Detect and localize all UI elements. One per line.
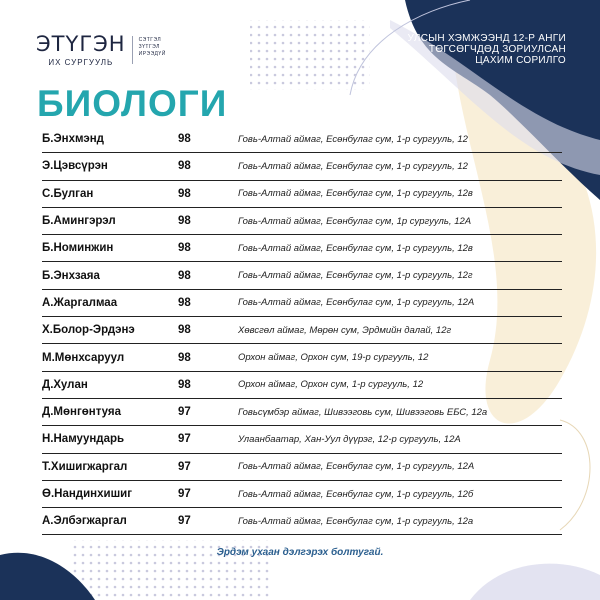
- student-score: 97: [178, 515, 191, 528]
- lavender-bottom-shape: [470, 564, 600, 600]
- logo: [36, 34, 166, 67]
- result-row: [42, 481, 562, 508]
- result-row: [42, 317, 562, 344]
- student-name: Н.Намуундарь: [42, 433, 125, 446]
- student-school: Говь-Алтай аймаг, Есөнбулаг сум, 1-р сургууль, 12б: [238, 488, 474, 500]
- page-title: БИОЛОГИ: [37, 83, 228, 124]
- student-school: Говь-Алтай аймаг, Есөнбулаг сум, 1-р сургууль, 12в: [238, 242, 473, 254]
- student-score: 97: [178, 433, 191, 446]
- result-row: [42, 426, 562, 453]
- student-name: Д.Мөнгөнтуяа: [42, 406, 121, 419]
- student-school: Улаанбаатар, Хан-Уул дүүрэг, 12-р сургууль, 12А: [238, 433, 461, 445]
- result-row: [42, 153, 562, 180]
- header-line: УЛСЫН ХЭМЖЭЭНД 12-Р АНГИ: [407, 33, 566, 44]
- student-name: Б.Номинжин: [42, 242, 114, 255]
- student-score: 98: [178, 296, 191, 309]
- logo-tagline: [139, 37, 166, 58]
- student-school: Говь-Алтай аймаг, Есөнбулаг сум, 1р сургууль, 12А: [238, 215, 472, 227]
- student-name: М.Мөнхсаруул: [42, 351, 125, 364]
- student-score: 98: [178, 160, 191, 173]
- header-caption: [366, 33, 566, 66]
- result-row: [42, 181, 562, 208]
- student-name: Э.Цэвсүрэн: [42, 160, 108, 173]
- student-name: А.Элбэгжаргал: [42, 515, 127, 528]
- student-name: Б.Амингэрэл: [42, 215, 116, 228]
- header-line: ТӨГСӨГЧДӨД ЗОРИУЛСАН: [428, 44, 566, 55]
- student-score: 97: [178, 488, 191, 500]
- student-score: 98: [178, 187, 191, 200]
- result-row: [42, 262, 562, 289]
- student-name: А.Жаргалмаа: [42, 296, 118, 309]
- student-score: 98: [178, 324, 191, 337]
- result-row: [42, 290, 562, 317]
- student-name: Б.Энхмэнд: [42, 133, 104, 146]
- logo-divider: [132, 36, 133, 64]
- student-school: Говь-Алтай аймаг, Есөнбулаг сум, 1-р сургууль, 12г: [238, 270, 473, 282]
- student-school: Орхон аймаг, Орхон сум, 1-р сургууль, 12: [238, 379, 424, 391]
- result-row: [42, 508, 562, 535]
- student-school: Хөвсгөл аймаг, Мөрөн сум, Эрдмийн далай, 12г: [238, 324, 452, 336]
- student-score: 97: [178, 406, 191, 419]
- student-school: Говь-Алтай аймаг, Есөнбулаг сум, 1-р сургууль, 12: [238, 133, 468, 145]
- result-row: [42, 399, 562, 426]
- student-score: 97: [178, 460, 191, 473]
- result-row: [42, 208, 562, 235]
- student-school: Орхон аймаг, Орхон сум, 19-р сургууль, 12: [238, 352, 429, 364]
- student-name: Т.Хишигжаргал: [42, 460, 128, 473]
- dot-pattern-top: [250, 20, 370, 90]
- arc-line: [560, 420, 590, 530]
- student-score: 98: [178, 351, 191, 364]
- student-score: 98: [178, 215, 191, 228]
- header-line: ЦАХИМ СОРИЛГО: [475, 55, 566, 66]
- result-row: [42, 344, 562, 371]
- student-score: 98: [178, 269, 191, 282]
- student-name: Б.Энхзаяа: [42, 269, 100, 282]
- student-name: С.Булган: [42, 187, 94, 200]
- logo-name: ЭТҮГЭН: [36, 32, 126, 56]
- student-school: Говь-Алтай аймаг, Есөнбулаг сум, 1-р сургууль, 12в: [238, 188, 473, 200]
- motto: Эрдэм ухаан дэлгэрэх болтугай.: [216, 547, 384, 558]
- student-score: 98: [178, 242, 191, 255]
- result-row: [42, 454, 562, 481]
- student-school: Говь-Алтай аймаг, Есөнбулаг сум, 1-р сургууль, 12А: [238, 297, 475, 309]
- result-row: [42, 126, 562, 153]
- student-school: Говь-Алтай аймаг, Есөнбулаг сум, 1-р сургууль, 12: [238, 160, 468, 172]
- result-row: [42, 372, 562, 399]
- result-row: [42, 235, 562, 262]
- student-score: 98: [178, 378, 191, 391]
- student-school: Говь-Алтай аймаг, Есөнбулаг сум, 1-р сургууль, 12А: [238, 461, 475, 473]
- logo-tagline-line: ЗҮТГЭЛ: [138, 44, 160, 50]
- student-school: Говь-Алтай аймаг, Есөнбулаг сум, 1-р сургууль, 12а: [238, 515, 474, 527]
- student-name: Ө.Нандинхишиг: [42, 488, 133, 500]
- results-table: [42, 126, 562, 535]
- student-school: Говьсүмбэр аймаг, Шивээговь сум, Шивээговь ЕБС, 12а: [238, 406, 488, 418]
- student-score: 98: [178, 133, 191, 146]
- student-name: Х.Болор-Эрдэнэ: [42, 324, 135, 337]
- logo-tagline-line: ИРЭЭДҮЙ: [138, 51, 166, 57]
- student-name: Д.Хулан: [42, 378, 88, 391]
- logo-tagline-line: СЭТГЭЛ: [138, 37, 162, 43]
- logo-subtitle: ИХ СУРГУУЛЬ: [48, 58, 114, 67]
